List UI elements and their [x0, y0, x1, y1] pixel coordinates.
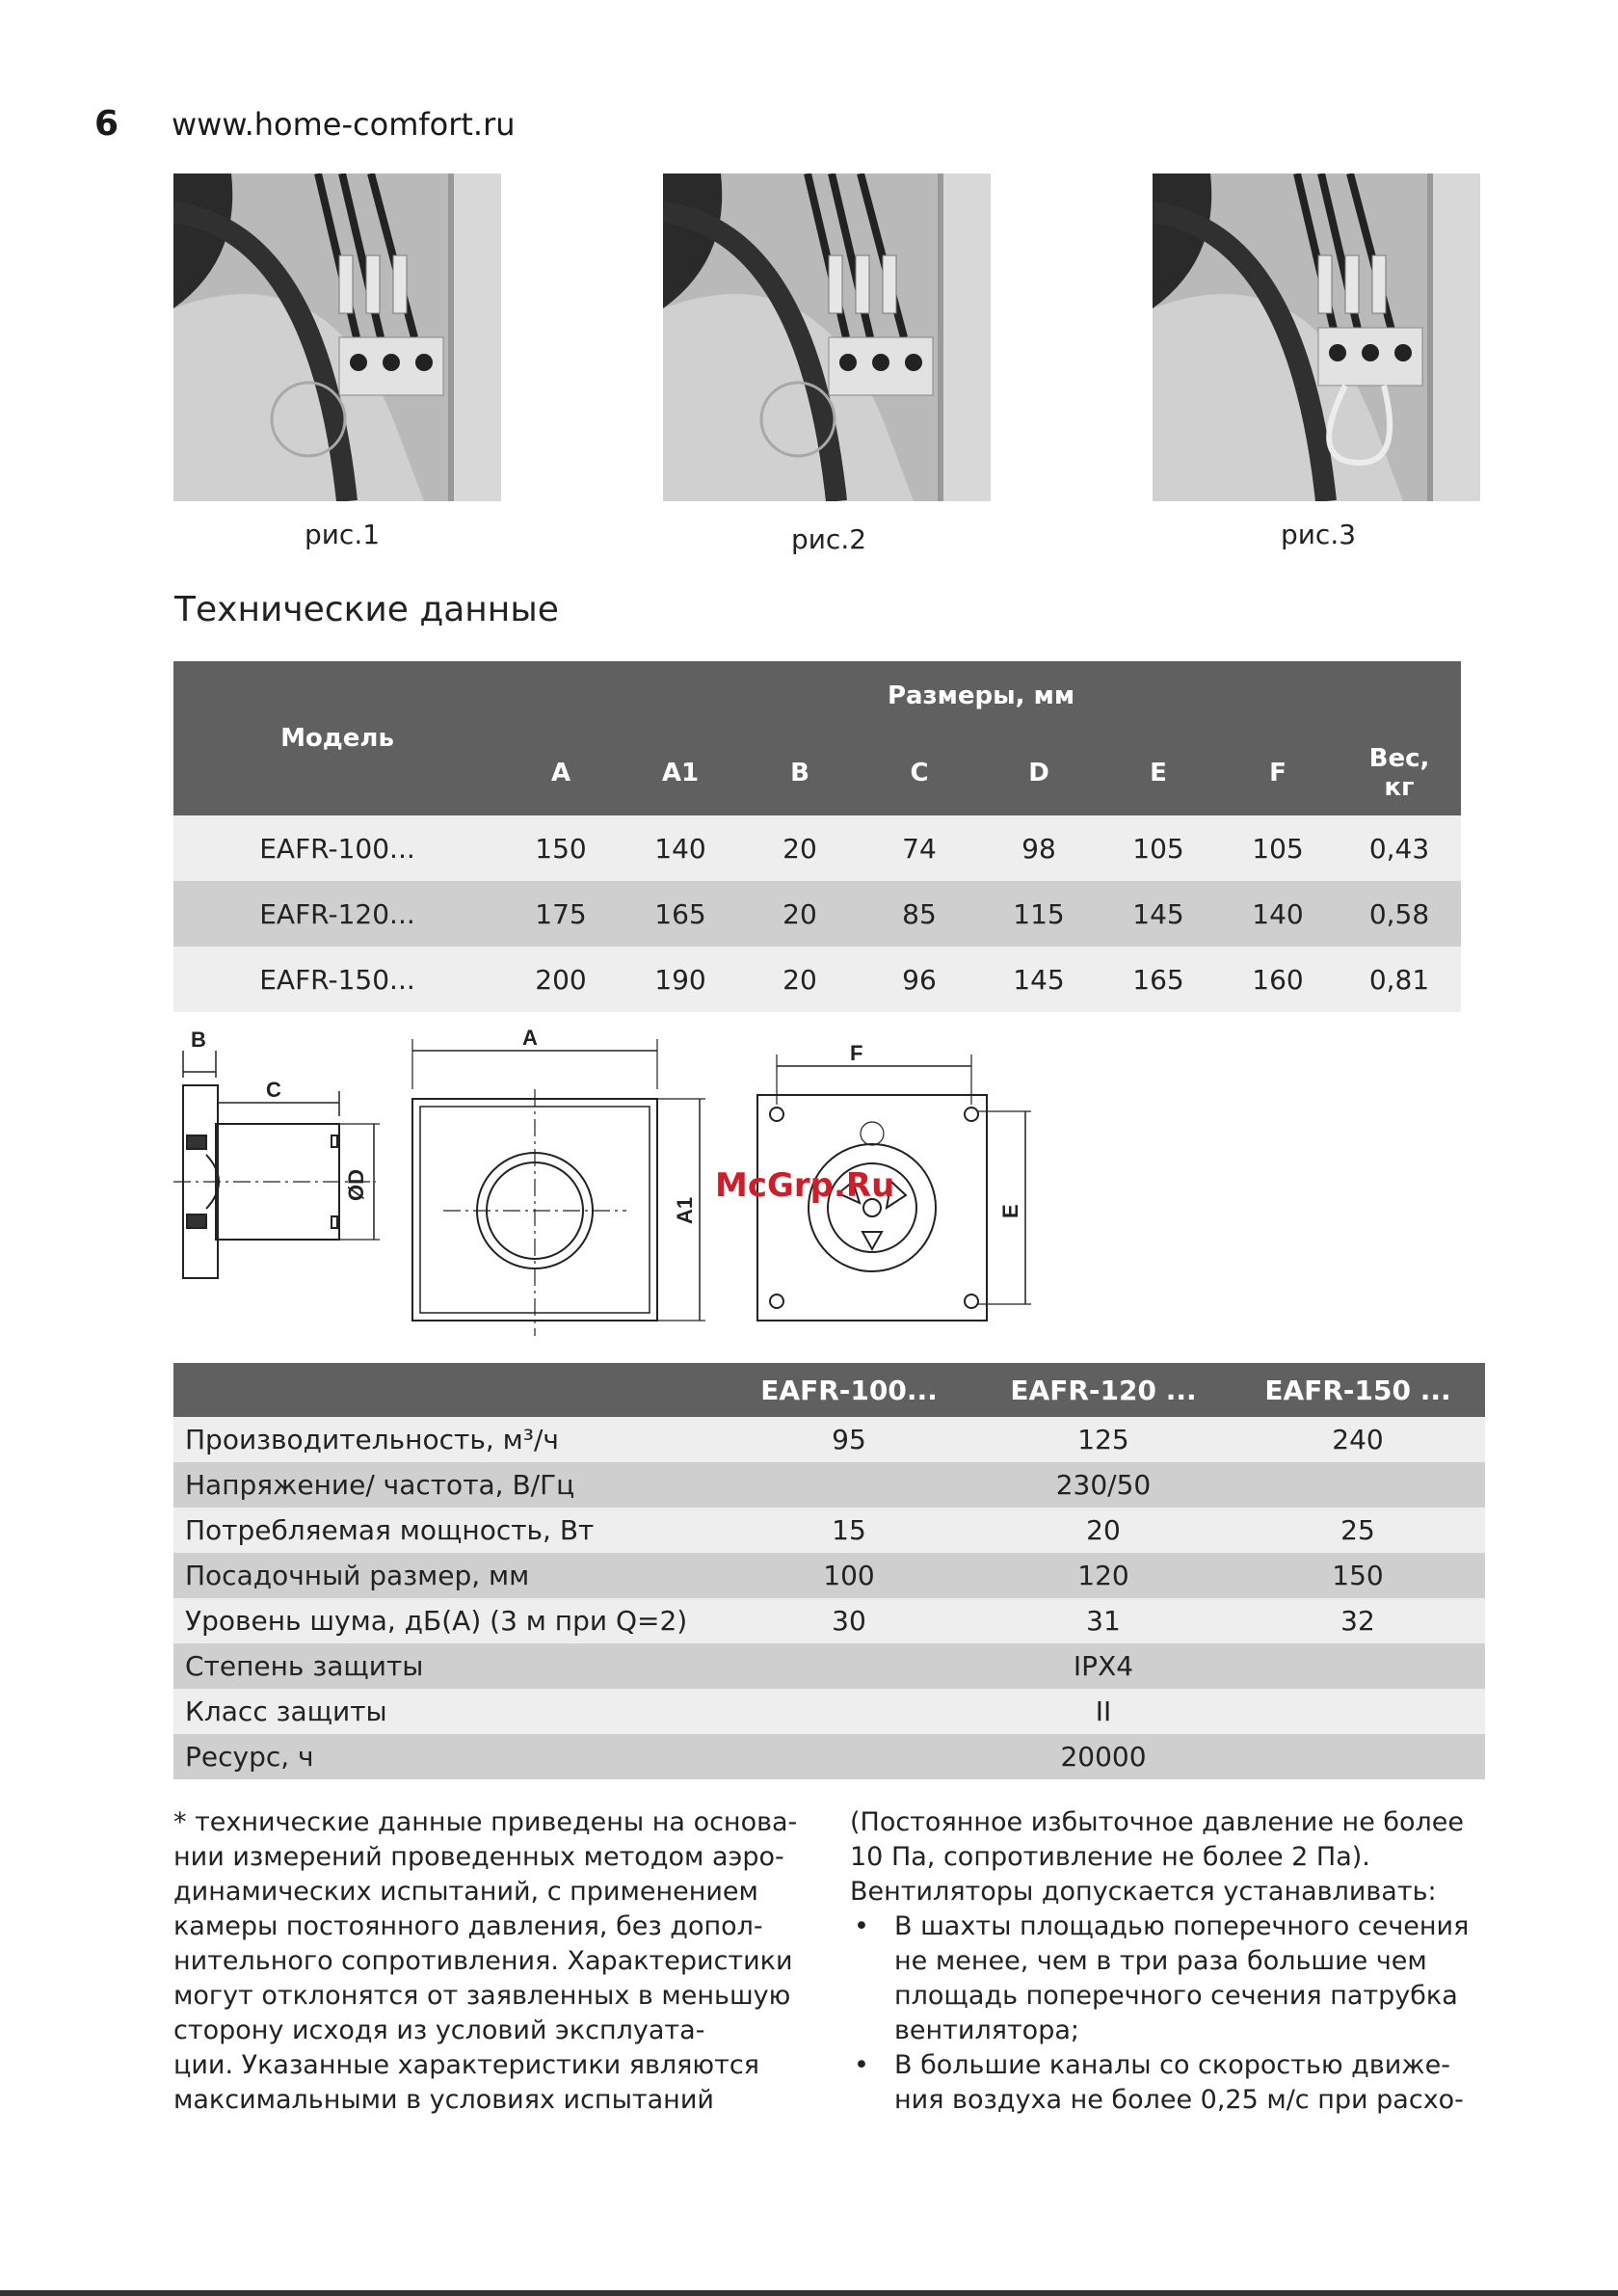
- table-row: [173, 1598, 1485, 1643]
- table-row: [173, 1417, 1485, 1462]
- col-d-header: D: [979, 731, 1099, 815]
- cell: 145: [1099, 881, 1218, 947]
- cell: 0,43: [1338, 815, 1461, 881]
- cell: 20: [976, 1508, 1231, 1553]
- cell: 20: [740, 815, 860, 881]
- cell: 140: [1218, 881, 1338, 947]
- dimension-drawing-svg: [173, 1029, 1041, 1343]
- table-row: [173, 1689, 1485, 1734]
- bullet-item: [850, 2048, 1505, 2118]
- cell: 74: [860, 815, 979, 881]
- section-title: Технические данные: [174, 590, 559, 629]
- page-number: 6: [94, 104, 119, 144]
- site-url[interactable]: www.home-comfort.ru: [172, 106, 516, 143]
- specs-header-eafr-100: EAFR-100...: [722, 1363, 976, 1417]
- model-cell: EAFR-150...: [173, 947, 501, 1012]
- cell: 20: [740, 947, 860, 1012]
- col-e-header: E: [1099, 731, 1218, 815]
- merged-cell: 20000: [722, 1734, 1485, 1779]
- note-line: * технические данные приведены на основа-: [173, 1807, 798, 1837]
- bullet-icon: •: [854, 2050, 869, 2080]
- specs-header-empty: [173, 1363, 722, 1417]
- table-row: [173, 947, 1461, 1012]
- dim-label-b: B: [191, 1029, 206, 1052]
- cell: 115: [979, 881, 1099, 947]
- table-row: [173, 1462, 1485, 1508]
- cell: 96: [860, 947, 979, 1012]
- cell: 140: [621, 815, 740, 881]
- note-line: вентилятора;: [894, 2016, 1079, 2045]
- figure-caption-3: рис.3: [1280, 519, 1357, 550]
- cell: 105: [1218, 815, 1338, 881]
- cell: 25: [1231, 1508, 1485, 1553]
- model-header: Модель: [173, 661, 501, 815]
- model-cell: EAFR-100...: [173, 815, 501, 881]
- row-label: Производительность, м³/ч: [173, 1417, 722, 1462]
- dimension-drawing: [173, 1029, 1041, 1343]
- col-a-header: A: [501, 731, 621, 815]
- col-c-header: C: [860, 731, 979, 815]
- figure-caption-2: рис.2: [790, 523, 867, 555]
- cell: 150: [1231, 1553, 1485, 1598]
- table-row: [173, 1508, 1485, 1553]
- figure-caption-1: рис.1: [304, 519, 381, 550]
- specs-table: [173, 1363, 1485, 1779]
- col-a1-header: A1: [621, 731, 740, 815]
- note-line: В большие каналы со скоростью движе-: [894, 2050, 1450, 2080]
- note-line: могут отклонятся от заявленных в меньшую: [173, 1981, 791, 2011]
- col-f-header: F: [1218, 731, 1338, 815]
- merged-cell: 230/50: [722, 1462, 1485, 1508]
- cell: 15: [722, 1508, 976, 1553]
- specs-header-eafr-150: EAFR-150 ...: [1231, 1363, 1485, 1417]
- cell: 100: [722, 1553, 976, 1598]
- note-line: (Постоянное избыточное давление не более: [850, 1807, 1465, 1837]
- dimensions-table: [173, 661, 1461, 1012]
- wiring-photo-3: [1153, 174, 1480, 501]
- note-line: не менее, чем в три раза большие чем: [894, 1946, 1427, 1976]
- cell: 165: [621, 881, 740, 947]
- model-cell: EAFR-120...: [173, 881, 501, 947]
- note-line: динамических испытаний, с применением: [173, 1877, 758, 1907]
- cell: 0,58: [1338, 881, 1461, 947]
- cell: 160: [1218, 947, 1338, 1012]
- note-line: 10 Па, сопротивление не более 2 Па).: [850, 1842, 1370, 1872]
- note-line: камеры постоянного давления, без допол-: [173, 1911, 763, 1941]
- footnote-right: [850, 1805, 1505, 2118]
- cell: 98: [979, 815, 1099, 881]
- cell: 31: [976, 1598, 1231, 1643]
- bullet-icon: •: [854, 1911, 869, 1941]
- table-row: [173, 815, 1461, 881]
- cell: 165: [1099, 947, 1218, 1012]
- col-weight-header: Вес, кг: [1338, 731, 1461, 815]
- cell: 145: [979, 947, 1099, 1012]
- cell: 95: [722, 1417, 976, 1462]
- cell: 20: [740, 881, 860, 947]
- wiring-photo-1: [173, 174, 501, 501]
- bullet-item: [850, 1909, 1505, 2048]
- wiring-photo-2: [663, 174, 991, 501]
- row-label: Степень защиты: [173, 1643, 722, 1689]
- table-row: [173, 881, 1461, 947]
- col-b-header: B: [740, 731, 860, 815]
- cell: 120: [976, 1553, 1231, 1598]
- table-row: [173, 1553, 1485, 1598]
- table-row: [173, 1643, 1485, 1689]
- note-line: нительного сопротивления. Характеристики: [173, 1946, 793, 1976]
- cell: 150: [501, 815, 621, 881]
- note-line: площадь поперечного сечения патрубка: [894, 1981, 1458, 2011]
- note-line: ния воздуха не более 0,25 м/с при расхо-: [894, 2085, 1464, 2115]
- cell: 175: [501, 881, 621, 947]
- cell: 30: [722, 1598, 976, 1643]
- note-line: нии измерений проведенных методом аэро-: [173, 1842, 784, 1872]
- footnote-left: [173, 1805, 848, 2118]
- dim-label-e: E: [998, 1204, 1022, 1218]
- cell: 85: [860, 881, 979, 947]
- row-label: Напряжение/ частота, В/Гц: [173, 1462, 722, 1508]
- table-row: [173, 1734, 1485, 1779]
- note-line: В шахты площадью поперечного сечения: [894, 1911, 1470, 1941]
- note-line: сторону исходя из условий эксплуата-: [173, 2016, 705, 2045]
- watermark: McGrp.Ru: [715, 1166, 895, 1205]
- dim-label-c: C: [266, 1078, 281, 1102]
- row-label: Уровень шума, дБ(А) (3 м при Q=2): [173, 1598, 722, 1643]
- cell: 190: [621, 947, 740, 1012]
- specs-header-eafr-120: EAFR-120 ...: [976, 1363, 1231, 1417]
- merged-cell: IPX4: [722, 1643, 1485, 1689]
- dim-label-d: ØD: [344, 1169, 368, 1201]
- dimensions-group-header: Размеры, мм: [501, 661, 1461, 731]
- cell: 200: [501, 947, 621, 1012]
- row-label: Класс защиты: [173, 1689, 722, 1734]
- row-label: Потребляемая мощность, Вт: [173, 1508, 722, 1553]
- cell: 240: [1231, 1417, 1485, 1462]
- cell: 105: [1099, 815, 1218, 881]
- merged-cell: II: [722, 1689, 1485, 1734]
- note-line: ции. Указанные характеристики являются: [173, 2050, 759, 2080]
- note-line: Вентиляторы допускается устанавливать:: [850, 1877, 1437, 1907]
- note-line: максимальными в условиях испытаний: [173, 2085, 714, 2115]
- dim-label-f: F: [850, 1041, 863, 1065]
- cell: 32: [1231, 1598, 1485, 1643]
- row-label: Ресурс, ч: [173, 1734, 722, 1779]
- cell: 125: [976, 1417, 1231, 1462]
- page-bottom-rule: [0, 2290, 1618, 2296]
- cell: 0,81: [1338, 947, 1461, 1012]
- row-label: Посадочный размер, мм: [173, 1553, 722, 1598]
- dim-label-a: A: [522, 1029, 538, 1050]
- dim-label-a1: A1: [673, 1196, 697, 1224]
